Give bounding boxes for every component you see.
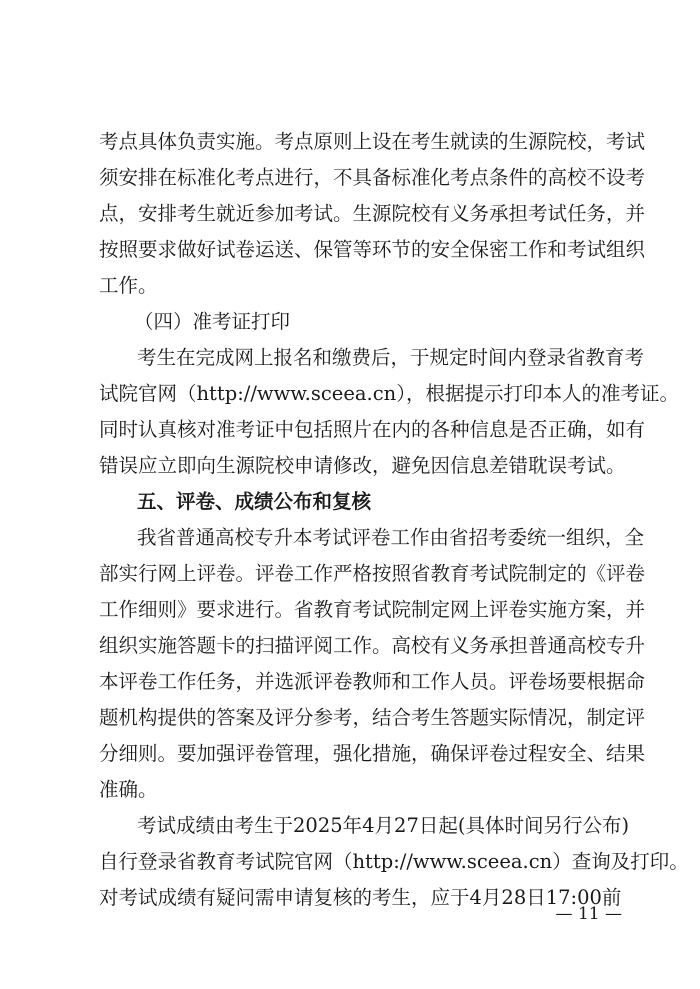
paragraph-line: 须安排在标准化考点进行，不具备标准化考点条件的高校不设考	[99, 166, 646, 189]
paragraph-line: 错误应立即向生源院校申请修改，避免因信息差错耽误考试。	[99, 454, 626, 477]
paragraph-line: 题机构提供的答案及评分参考，结合考生答题实际情况，制定评	[99, 706, 646, 729]
section-heading: 五、评卷、成绩公布和复核	[137, 490, 372, 513]
paragraph-line: 同时认真核对准考证中包括照片在内的各种信息是否正确，如有	[99, 418, 646, 441]
paragraph-line: 部实行网上评卷。评卷工作严格按照省教育考试院制定的《评卷	[99, 562, 646, 585]
paragraph-line: 自行登录省教育考试院官网（http://www.sceea.cn）查询及打印。	[99, 850, 689, 873]
paragraph-line: 准确。	[99, 778, 158, 801]
paragraph-line: 按照要求做好试卷运送、保管等环节的安全保密工作和考试组织	[99, 238, 646, 261]
paragraph-line: 试院官网（http://www.sceea.cn），根据提示打印本人的准考证。	[99, 382, 679, 405]
paragraph-line: 工作。	[99, 274, 158, 297]
paragraph-line: 考生在完成网上报名和缴费后，于规定时间内登录省教育考	[137, 346, 645, 369]
paragraph-line: 考点具体负责实施。考点原则上设在考生就读的生源院校，考试	[99, 130, 646, 153]
subsection-heading: （四）准考证打印	[134, 310, 291, 333]
paragraph-line: 我省普通高校专升本考试评卷工作由省招考委统一组织，全	[137, 526, 645, 549]
paragraph-line: 考试成绩由考生于2025年4月27日起(具体时间另行公布)	[137, 814, 630, 837]
paragraph-line: 工作细则》要求进行。省教育考试院制定网上评卷实施方案，并	[99, 598, 646, 621]
page-number: — 11 —	[555, 904, 622, 924]
paragraph-line: 组织实施答题卡的扫描评阅工作。高校有义务承担普通高校专升	[99, 634, 646, 657]
paragraph-line: 分细则。要加强评卷管理，强化措施，确保评卷过程安全、结果	[99, 742, 646, 765]
paragraph-line: 本评卷工作任务，并选派评卷教师和工作人员。评卷场要根据命	[99, 670, 646, 693]
paragraph-line: 点，安排考生就近参加考试。生源院校有义务承担考试任务，并	[99, 202, 646, 225]
paragraph-line: 对考试成绩有疑问需申请复核的考生，应于4月28日17:00前	[99, 886, 622, 909]
